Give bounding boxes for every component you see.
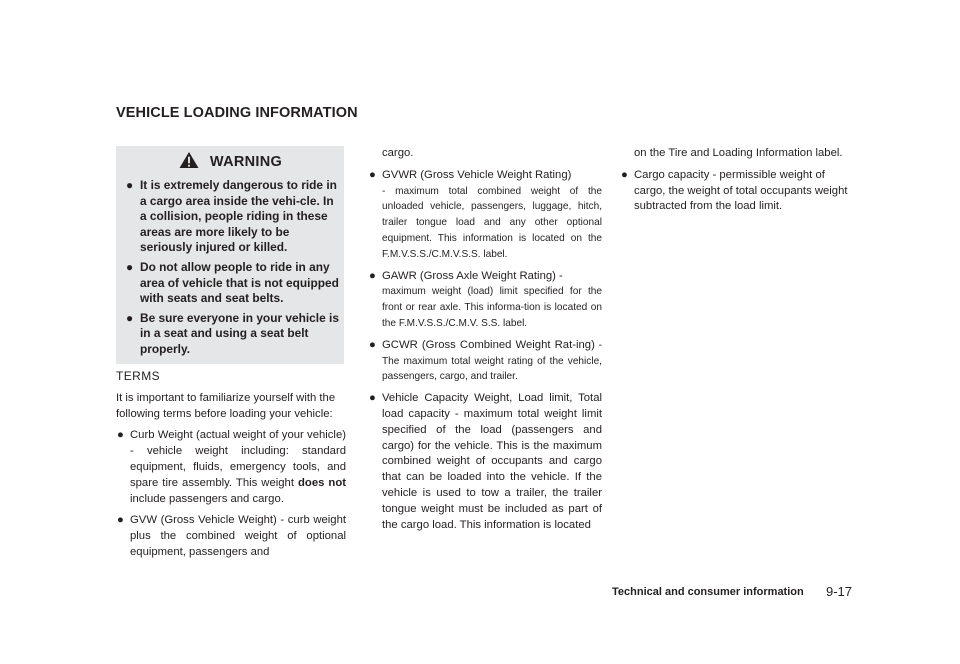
term-gcwr bbox=[368, 338, 602, 385]
warning-triangle-icon bbox=[178, 151, 200, 169]
bullet-icon: ● bbox=[117, 429, 124, 442]
term-vcw-continued: on the Tire and Loading Information label. bbox=[634, 147, 843, 159]
bullet-icon: ● bbox=[621, 168, 628, 181]
term-curb-text-end: include passengers and cargo. bbox=[130, 492, 284, 505]
term-cargo-capacity bbox=[620, 168, 854, 215]
page-number: 9-17 bbox=[826, 584, 853, 599]
warning-item-text: Do not allow people to ride in any area of vehicle that is not equipped with seats and seat belts. bbox=[140, 259, 339, 306]
bullet-icon: ● bbox=[369, 338, 376, 351]
term-gvw-continued: cargo. bbox=[382, 147, 414, 159]
warning-item-text: Be sure everyone in your vehicle is in a seat and using a seat belt properly. bbox=[140, 310, 339, 356]
footer-section-title: Technical and consumer information bbox=[612, 586, 804, 598]
term-vehicle-capacity bbox=[368, 391, 602, 533]
terms-intro: It is important to familiarize yourself with the following terms before loading your vehicle: bbox=[116, 391, 336, 420]
term-gawr bbox=[368, 269, 602, 332]
term-gawr-body: maximum weight (load) limit specified for the front or rear axle. This informa-tion is located on the F.M.V.S.S./C.M.V. S.S. label. bbox=[382, 286, 602, 329]
warning-title: WARNING bbox=[209, 154, 283, 170]
warning-header bbox=[116, 148, 344, 176]
bullet-icon: ● bbox=[369, 168, 376, 181]
term-gvwr-body: - maximum total combined weight of the unloaded vehicle, passengers, luggage, hitch, trailer tongue load and any other optional equipment. This information is located on the F.M.V.S.S./C.M.V.S.S. label. bbox=[382, 185, 602, 260]
warning-box bbox=[116, 146, 344, 364]
bullet-icon: ● bbox=[117, 514, 124, 527]
term-gawr-head: GAWR (Gross Axle Weight Rating) - bbox=[382, 269, 563, 282]
section-title: VEHICLE LOADING INFORMATION bbox=[116, 105, 358, 121]
right-column bbox=[620, 146, 854, 215]
term-curb-text: Curb Weight (actual weight of your vehicle) - vehicle weight including: standard equipment, fluids, emergency tools, and spare tire assembly. This weight bbox=[130, 429, 346, 489]
warning-item-text: It is extremely dangerous to ride in a cargo area inside the vehi-cle. In a collision, people riding in these areas are more likely to be seriously injured or killed. bbox=[140, 178, 337, 255]
bullet-icon: ● bbox=[369, 269, 376, 282]
term-gcwr-head: GCWR (Gross Combined Weight Rat-ing) bbox=[382, 338, 595, 351]
warning-item bbox=[126, 311, 340, 358]
term-gvwr-head: GVWR (Gross Vehicle Weight Rating) bbox=[382, 168, 572, 181]
terms-list bbox=[116, 428, 346, 560]
terms-list-3 bbox=[620, 168, 854, 215]
warning-list bbox=[126, 178, 340, 362]
terms-column bbox=[116, 369, 346, 561]
term-gvw bbox=[116, 513, 346, 560]
warning-item bbox=[126, 178, 340, 256]
terms-list-2 bbox=[368, 168, 602, 534]
bullet-icon: ● bbox=[126, 310, 134, 325]
term-vcw-text: Vehicle Capacity Weight, Load limit, Total load capacity - maximum total weight limit specified of the load (passengers and cargo) for the vehicle. This is the maximum combined weight of occupants and cargo that can be loaded into the vehicle. If the vehicle is used to tow a trailer, the trailer tongue weight must be included as part of the cargo load. This information is located bbox=[382, 392, 602, 531]
middle-column bbox=[368, 146, 602, 533]
bullet-icon: ● bbox=[126, 259, 134, 274]
bullet-icon: ● bbox=[126, 178, 134, 192]
term-gvw-text: GVW (Gross Vehicle Weight) - curb weight plus the combined weight of optional equipment, passengers and bbox=[130, 514, 346, 558]
term-curb-emphasis: does not bbox=[298, 476, 346, 489]
term-cargo-text: Cargo capacity - permissible weight of cargo, the weight of total occupants weight subtracted from the load limit. bbox=[634, 168, 848, 213]
term-curb-weight bbox=[116, 428, 346, 507]
terms-heading: TERMS bbox=[116, 369, 160, 383]
term-gcwr-body: - The maximum total weight rating of the vehicle, passengers, cargo, and trailer. bbox=[382, 339, 602, 383]
term-gvwr bbox=[368, 168, 602, 263]
bullet-icon: ● bbox=[369, 392, 376, 405]
warning-item bbox=[126, 260, 340, 307]
